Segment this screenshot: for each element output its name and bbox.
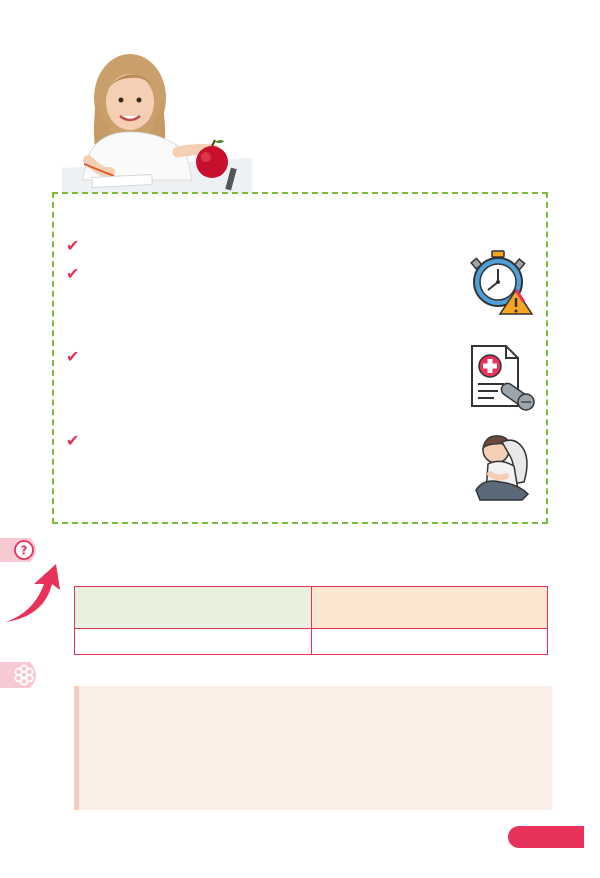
table-cell bbox=[75, 629, 312, 655]
girl-with-apple-photo bbox=[62, 40, 252, 192]
question-icon bbox=[0, 538, 42, 562]
check-icon: ✔ bbox=[66, 431, 80, 450]
top-dots-decoration bbox=[22, 14, 582, 24]
sad-person-icon bbox=[472, 432, 534, 502]
table-cell bbox=[311, 629, 548, 655]
audit-table bbox=[74, 586, 548, 655]
check-icon: ✔ bbox=[66, 236, 80, 255]
table-header-cell bbox=[311, 587, 548, 629]
causes-box bbox=[52, 192, 548, 524]
bottom-dots-decoration bbox=[14, 819, 586, 825]
page-number bbox=[508, 826, 584, 848]
flower-icon bbox=[0, 662, 42, 688]
table-row bbox=[75, 629, 548, 655]
medical-report-pills-icon bbox=[468, 344, 536, 412]
table-header-cell bbox=[75, 587, 312, 629]
intro-paragraph bbox=[272, 93, 562, 113]
exercise-box bbox=[74, 686, 552, 810]
exercise-paragraph bbox=[93, 711, 549, 731]
svg-text:?: ? bbox=[20, 543, 28, 558]
check-icon: ✔ bbox=[66, 347, 80, 366]
clock-warning-icon bbox=[470, 250, 534, 316]
check-icon: ✔ bbox=[66, 264, 80, 283]
arrow-decoration bbox=[4, 562, 64, 624]
table-header-row bbox=[75, 587, 548, 629]
